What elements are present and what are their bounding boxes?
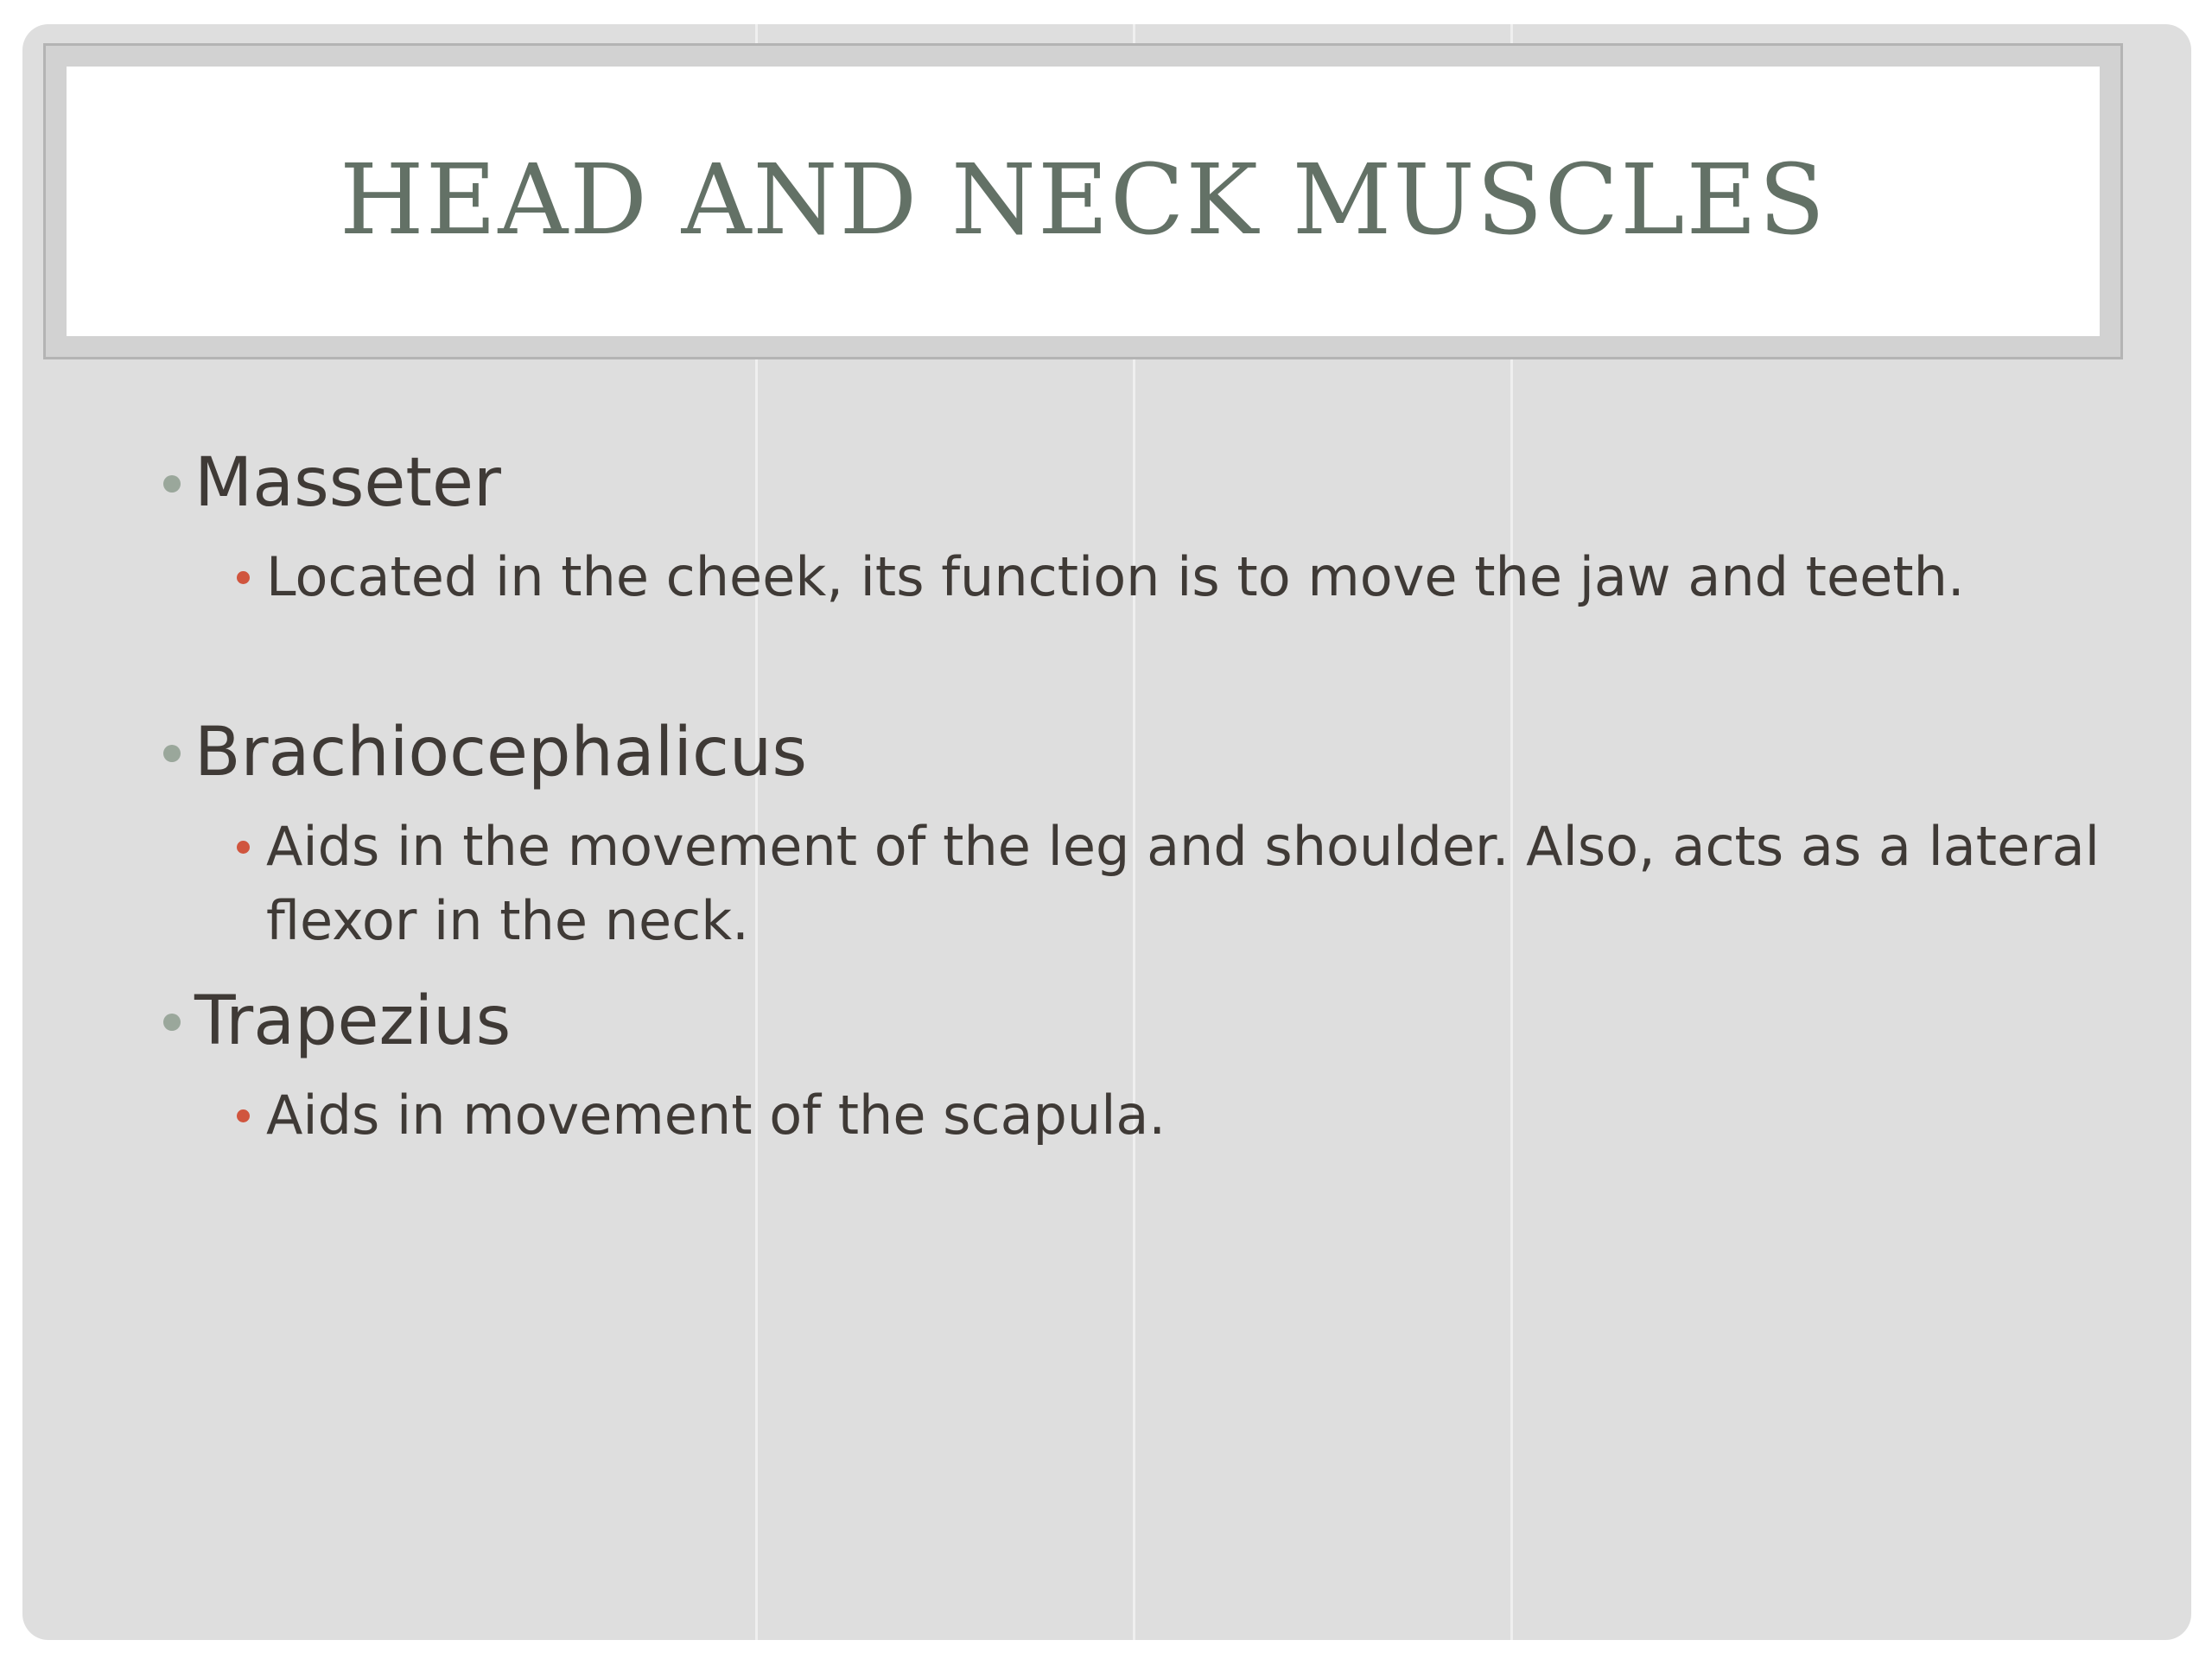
bullet-dot bbox=[163, 745, 181, 762]
sub-bullet-dot bbox=[237, 571, 250, 584]
list-item-detail: Located in the cheek, its function is to move the jaw and teeth. bbox=[266, 545, 1965, 608]
list-item-heading: Masseter bbox=[194, 444, 501, 522]
list-item-detail: Aids in the movement of the leg and shoulder. Also, acts as a lateral flexor in the neck. bbox=[266, 815, 2100, 952]
list-item-detail: Aids in movement of the scapula. bbox=[266, 1084, 1166, 1147]
bullet-dot bbox=[163, 1014, 181, 1031]
sub-bullet-dot bbox=[237, 1109, 250, 1122]
list-item-heading: Trapezius bbox=[194, 982, 512, 1060]
list-item-heading: Brachiocephalicus bbox=[194, 714, 808, 791]
bullet-dot bbox=[163, 475, 181, 493]
slide-title: HEAD AND NECK MUSCLES bbox=[339, 144, 1827, 257]
sub-bullet-dot bbox=[237, 841, 250, 854]
